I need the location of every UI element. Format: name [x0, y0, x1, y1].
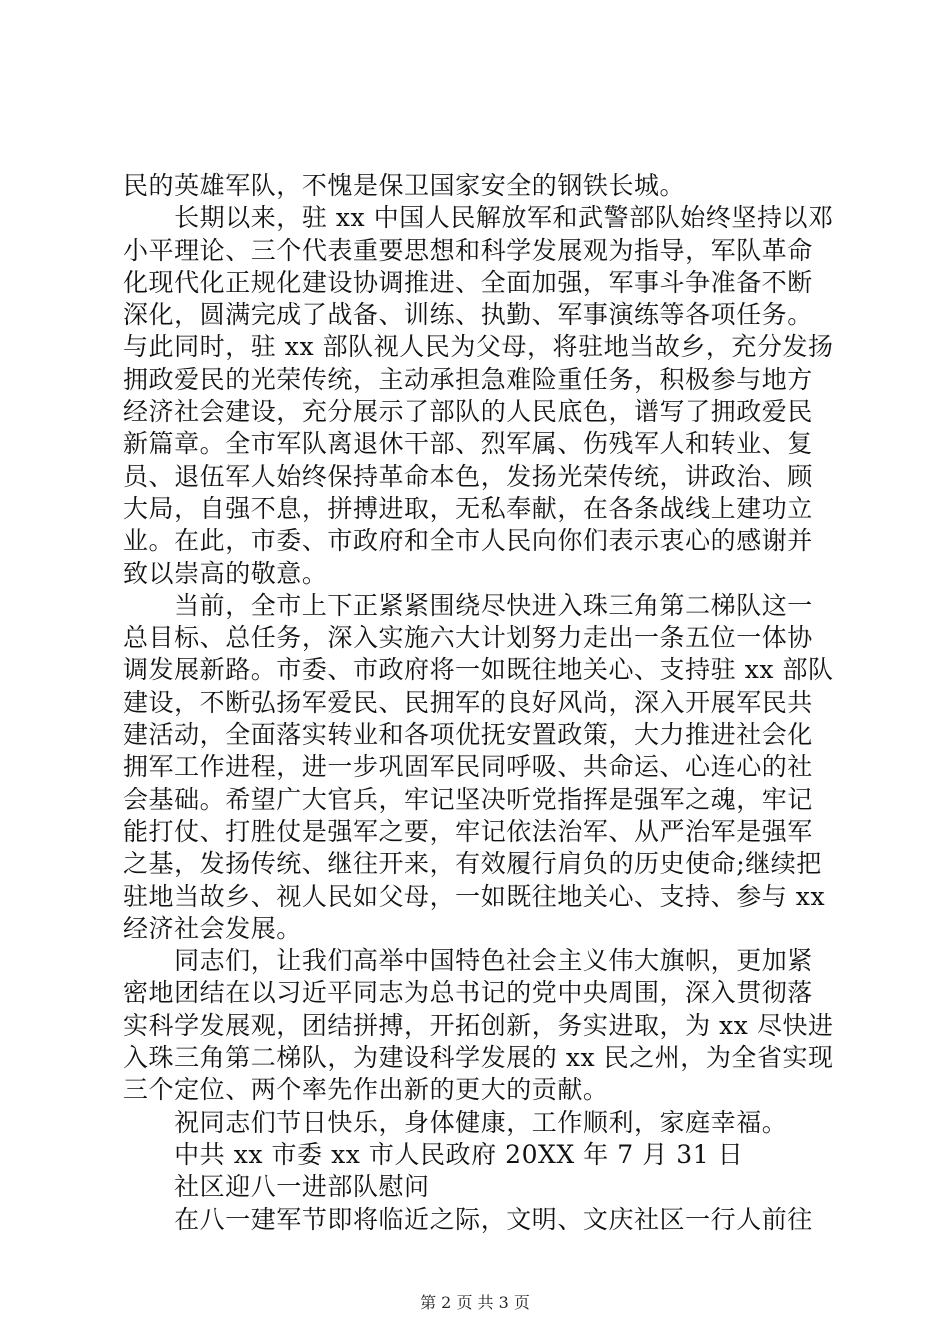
text-line: 民的英雄军队，不愧是保卫国家安全的钢铁长城。 — [123, 171, 686, 200]
text-line: 拥军工作进程，进一步巩固军民同呼吸、共命运、心连心的社 — [123, 752, 813, 782]
text-line: 社区迎八一进部队慰问 — [123, 1172, 430, 1202]
text-line: 拥政爱民的光荣传统，主动承担急难险重任务，积极参与地方 — [123, 364, 813, 394]
text-line: 在八一建军节即将临近之际，文明、文庆社区一行人前往 — [123, 1204, 813, 1234]
text-line: 大局，自强不息，拼搏进取，无私奉献，在各条战线上建功立 — [123, 493, 813, 523]
text-line: 业。在此，市委、市政府和全市人民向你们表示衷心的感谢并 — [123, 526, 813, 556]
text-line: 经济社会发展。 — [123, 913, 302, 943]
text-line: 长期以来，驻 xx 中国人民解放军和武警部队始终坚持以邓 — [123, 203, 834, 233]
text-line: 与此同时，驻 xx 部队视人民为父母，将驻地当故乡，充分发扬 — [123, 332, 834, 362]
text-line: 三个定位、两个率先作出新的更大的贡献。 — [123, 1075, 609, 1105]
text-line: 入珠三角第二梯队，为建设科学发展的 xx 民之州，为全省实现 — [123, 1043, 834, 1073]
text-line: 新篇章。全市军队离退休干部、烈军属、伤残军人和转业、复 — [123, 429, 813, 459]
text-line: 化现代化正规化建设协调推进、全面加强，军事斗争准备不断 — [123, 267, 813, 297]
text-line: 员、退伍军人始终保持革命本色，发扬光荣传统，讲政治、顾 — [123, 461, 813, 491]
text-line: 小平理论、三个代表重要思想和科学发展观为指导，军队革命 — [123, 235, 813, 265]
text-line: 驻地当故乡、视人民如父母，一如既往地关心、支持、参与 xx — [123, 881, 826, 911]
text-line: 建活动，全面落实转业和各项优抚安置政策，大力推进社会化 — [123, 720, 813, 750]
text-line: 会基础。希望广大官兵，牢记坚决听党指挥是强军之魂，牢记 — [123, 784, 813, 814]
text-line: 调发展新路。市委、市政府将一如既往地关心、支持驻 xx 部队 — [123, 655, 834, 685]
document-body — [123, 170, 835, 1236]
text-line: 致以崇高的敬意。 — [123, 558, 328, 588]
text-line: 当前，全市上下正紧紧围绕尽快进入珠三角第二梯队这一 — [123, 590, 813, 620]
text-line: 中共 xx 市委 xx 市人民政府 20XX 年 7 月 31 日 — [123, 1139, 744, 1169]
text-line: 同志们，让我们高举中国特色社会主义伟大旗帜，更加紧 — [123, 946, 813, 976]
text-line: 之基，发扬传统、继往开来，有效履行肩负的历史使命;继续把 — [123, 849, 822, 879]
text-line: 祝同志们节日快乐，身体健康，工作顺利，家庭幸福。 — [123, 1107, 788, 1137]
text-line: 建设，不断弘扬军爱民、民拥军的良好风尚，深入开展军民共 — [123, 687, 813, 717]
page-number-footer: 第 2 页 共 3 页 — [420, 1293, 530, 1312]
text-line: 密地团结在以习近平同志为总书记的党中央周围，深入贯彻落 — [123, 978, 813, 1008]
text-line: 经济社会建设，充分展示了部队的人民底色，谱写了拥政爱民 — [123, 397, 813, 427]
text-line: 深化，圆满完成了战备、训练、执勤、军事演练等各项任务。 — [123, 300, 813, 330]
text-line: 能打仗、打胜仗是强军之要，牢记依法治军、从严治军是强军 — [123, 816, 813, 846]
text-line: 总目标、总任务，深入实施六大计划努力走出一条五位一体协 — [123, 623, 813, 653]
text-line: 实科学发展观，团结拼搏，开拓创新，务实进取，为 xx 尽快进 — [123, 1010, 834, 1040]
